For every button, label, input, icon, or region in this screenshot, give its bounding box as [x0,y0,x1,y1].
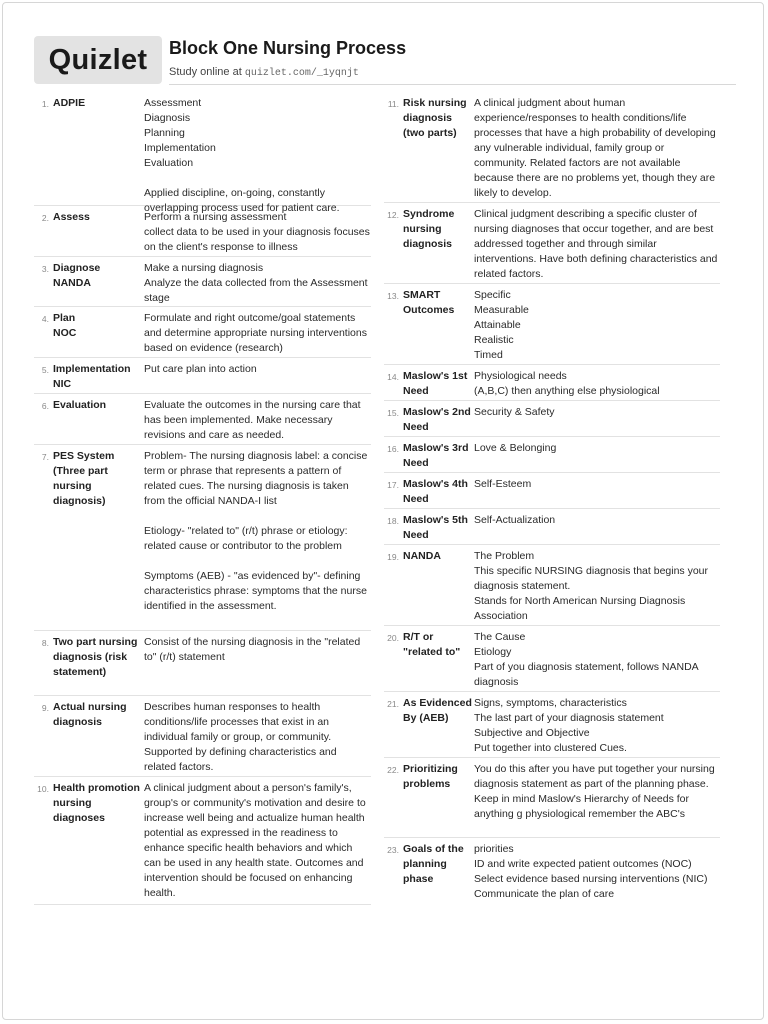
card-number: 20. [387,633,399,643]
card-term: Plan NOC [53,312,77,339]
card-term: Prioritizing problems [403,763,458,790]
flashcard-1 [34,92,371,214]
page-title: Block One Nursing Process [169,38,407,58]
card-number: 1. [41,99,49,109]
card-definition: The Problem This specific NURSING diagnosis that begins your diagnosis statement. Stands for North American Nursing Diagnosis Association [474,550,709,622]
card-term: Maslow's 3rd Need [403,442,469,469]
card-term: As Evidenced By (AEB) [403,697,472,724]
study-online-line [169,66,359,79]
card-number: 18. [387,516,399,526]
card-number: 10. [37,784,49,794]
flashcard-19 [384,545,720,626]
card-number: 14. [387,372,399,382]
card-term: Maslow's 2nd Need [403,406,471,433]
flashcard-8 [34,631,371,696]
header-divider [169,84,736,85]
quizlet-logo[interactable]: Quizlet [34,36,162,84]
card-definition: Formulate and right outcome/goal statements and determine appropriate nursing interventions based on evidence (research) [144,312,367,354]
card-definition: You do this after you have put together your nursing diagnosis statement as part of the planning phase. Keep in mind Maslow's Hierarchy of Needs for anything g physiological remember the ABC's [474,763,715,820]
card-term: Goals of the planning phase [403,843,464,885]
card-term: Assess [53,211,90,223]
card-definition: Consist of the nursing diagnosis in the "related to" (r/t) statement [144,636,361,663]
card-definition: priorities ID and write expected patient outcomes (NOC) Select evidence based nursing interventions (NIC) Communicate the plan of care [474,843,708,900]
card-term: PES System (Three part nursing diagnosis) [53,450,115,507]
card-number: 12. [387,210,399,220]
right-column [384,92,720,920]
card-number: 5. [41,365,49,375]
card-term: Implementation NIC [53,363,131,390]
flashcard-2 [34,206,371,257]
flashcard-20 [384,626,720,692]
flashcard-13 [384,284,720,365]
card-definition: Self-Esteem [474,478,532,490]
card-term: Risk nursing diagnosis (two parts) [403,97,467,139]
card-number: 6. [41,401,49,411]
card-definition: The Cause Etiology Part of you diagnosis statement, follows NANDA diagnosis [474,631,699,688]
card-definition: Put care plan into action [144,363,257,375]
flashcard-4 [34,307,371,358]
card-number: 8. [41,638,49,648]
card-definition: A clinical judgment about human experience/responses to health conditions/life processes that have a high probability of developing any vulnerable individual, family group or community. Related factors are not available because there are no problems yet, though they are likely to develop. [474,97,716,199]
card-definition: Clinical judgment describing a specific cluster of nursing diagnoses that occur together, and are best addressed together and through similar interventions. Have both defining characteristics and related factors. [474,208,718,280]
flashcard-14 [384,365,720,401]
card-term: Maslow's 5th Need [403,514,468,541]
flashcard-21 [384,692,720,758]
flashcard-3 [34,257,371,307]
card-definition: Make a nursing diagnosis Analyze the data collected from the Assessment stage [144,262,368,304]
card-definition: Signs, symptoms, characteristics The last part of your diagnosis statement Subjective and Objective Put together into clustered Cues. [474,697,664,754]
card-number: 19. [387,552,399,562]
card-term: Actual nursing diagnosis [53,701,127,728]
flashcard-11 [384,92,720,203]
card-definition: Physiological needs (A,B,C) then anything else physiological [474,370,660,397]
card-definition: Perform a nursing assessment collect data to be used in your diagnosis focuses on the client's response to illness [144,211,370,253]
card-definition: Love & Belonging [474,442,557,454]
flashcard-5 [34,358,371,394]
card-term: NANDA [403,550,441,562]
flashcard-17 [384,473,720,509]
card-definition: Security & Safety [474,406,555,418]
card-term: Maslow's 4th Need [403,478,468,505]
study-url-link[interactable]: quizlet.com/_1yqnjt [244,68,359,79]
card-number: 13. [387,291,399,301]
card-definition: Assessment Diagnosis Planning Implementation Evaluation Applied discipline, on-going, constantly overlapping process used for patient care. [144,97,340,214]
document-page [2,2,764,1020]
card-definition: Evaluate the outcomes in the nursing care that has been implemented. Make necessary revisions and care as needed. [144,399,361,441]
flashcard-16 [384,437,720,473]
flashcard-12 [384,203,720,284]
header [34,33,736,85]
card-number: 16. [387,444,399,454]
card-number: 2. [41,213,49,223]
card-term: Health promotion nursing diagnoses [53,782,140,824]
card-number: 3. [41,264,49,274]
card-term: Evaluation [53,399,107,411]
card-number: 11. [387,99,399,109]
card-definition: Self-Actualization [474,514,556,526]
card-number: 23. [387,845,399,855]
flashcard-7 [34,445,371,631]
card-number: 17. [387,480,399,490]
card-number: 22. [387,765,399,775]
flashcard-22 [384,758,720,838]
flashcard-15 [384,401,720,437]
card-term: SMART Outcomes [403,289,455,316]
card-term: Diagnose NANDA [53,262,101,289]
card-number: 15. [387,408,399,418]
flashcard-6 [34,394,371,445]
card-definition: A clinical judgment about a person's family's, group's or community's motivation and desire to increase well being and actualize human health potential as expressed in the readiness to enhance specific health behaviors and which can be used in any health state. Outcomes and intervention should be focused on enhancing health. [144,782,366,899]
card-number: 21. [387,699,399,709]
card-term: ADPIE [53,97,86,109]
card-term: Syndrome nursing diagnosis [403,208,455,250]
flashcard-18 [384,509,720,545]
card-definition: Specific Measurable Attainable Realistic Timed [474,289,529,361]
card-term: Two part nursing diagnosis (risk statement) [53,636,138,678]
card-number: 7. [41,452,49,462]
flashcard-23 [384,838,720,920]
card-term: Maslow's 1st Need [403,370,468,397]
card-definition: Problem- The nursing diagnosis label: a concise term or phrase that represents a pattern of related cues. The nursing diagnosis is taken from the official NANDA-I list Etiology- "related to" (r/t) phrase or etiology: related cause or contributor to the problem Symptoms (AEB) - "as evidenced by"- defining characteristics phrase: symptoms that the nurse identified in the assessment. [144,450,368,612]
study-prefix: Study online at [169,66,245,78]
card-number: 4. [41,314,49,324]
card-term: R/T or "related to" [403,631,461,658]
flashcard-10 [34,777,371,905]
card-number: 9. [41,703,49,713]
left-column [34,92,371,905]
card-definition: Describes human responses to health conditions/life processes that exist in an individual family or group, or community. Supported by defining characteristics and related factors. [144,701,337,773]
flashcard-9 [34,696,371,777]
